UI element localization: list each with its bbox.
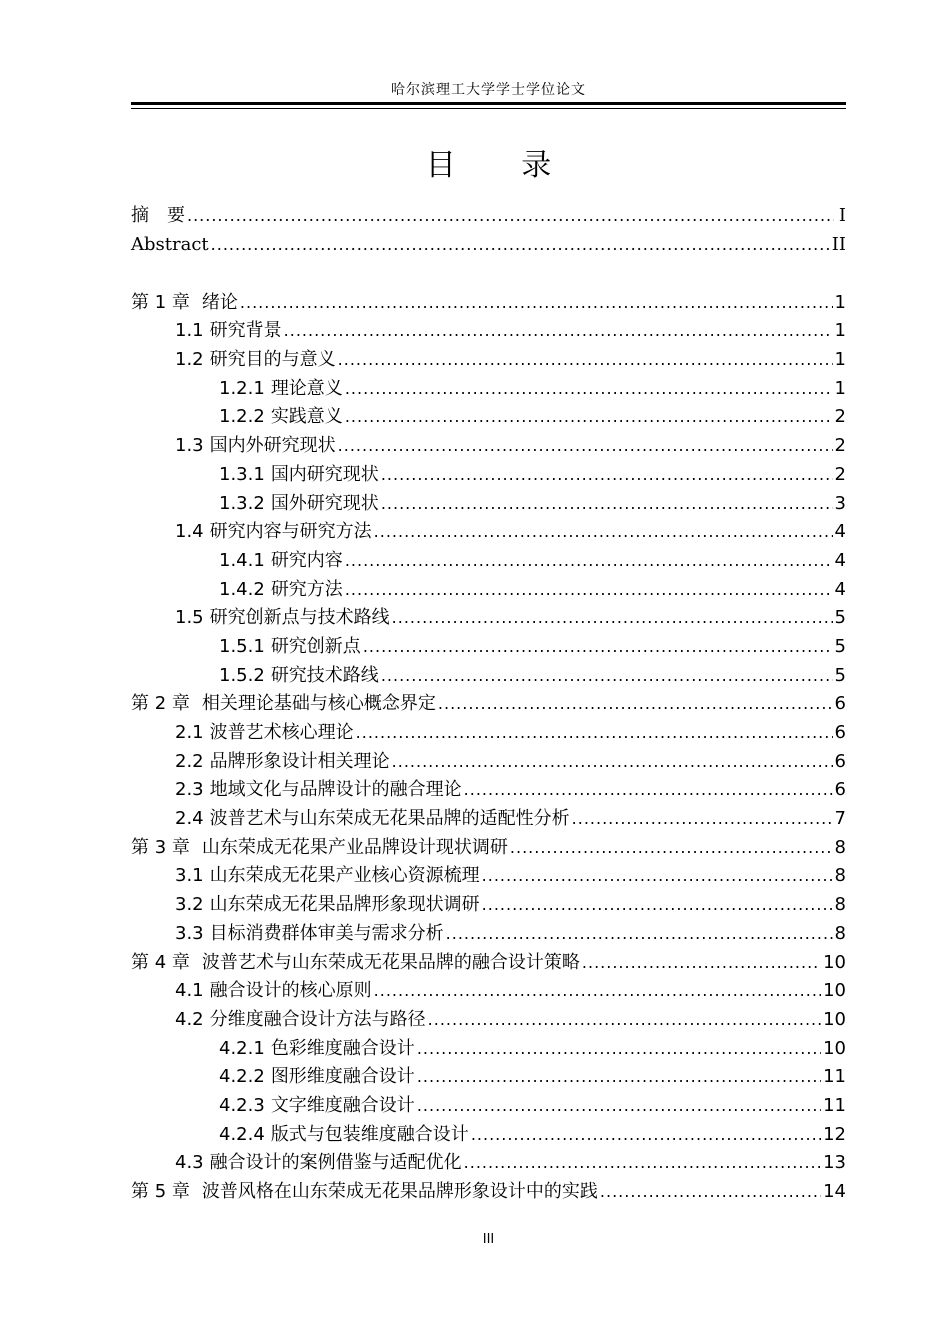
toc-subsection-entry[interactable] xyxy=(131,1063,846,1092)
toc-entry-text: 研究技术路线 xyxy=(270,664,379,686)
toc-entry-number: 1.2 xyxy=(175,349,204,371)
toc-page-number: 11 xyxy=(823,1094,846,1116)
toc-chapter-entry[interactable] xyxy=(131,834,846,863)
toc-dot-leader xyxy=(381,461,833,490)
toc-page-number: 14 xyxy=(823,1181,846,1202)
toc-page-number: 4 xyxy=(834,578,846,600)
toc-dot-leader xyxy=(381,490,833,519)
toc-section-entry[interactable] xyxy=(131,805,846,834)
toc-dot-leader xyxy=(345,547,833,576)
toc-entry-number: 4.2.4 xyxy=(219,1123,265,1145)
toc-page-number: 4 xyxy=(834,549,846,571)
toc-entry-text: 相关理论基础与核心概念界定 xyxy=(201,693,436,715)
toc-entry-number: 2.3 xyxy=(175,779,204,801)
toc-entry-text: 波普艺术与山东荣成无花果品牌的融合设计策略 xyxy=(201,951,580,973)
toc-subsection-entry[interactable] xyxy=(131,490,846,519)
header-rule-thin xyxy=(131,108,846,109)
toc-section-entry[interactable] xyxy=(131,776,846,805)
toc-page-number: 3 xyxy=(834,492,846,514)
toc-entry-text: 波普风格在山东荣成无花果品牌形象设计中的实践 xyxy=(201,1181,598,1202)
toc-entry-text: 研究目的与意义 xyxy=(209,349,336,371)
toc-entry-number: 1.5.1 xyxy=(219,635,265,657)
toc-entry-number: 1.4 xyxy=(175,521,204,543)
toc-entry-number: 1.3.1 xyxy=(219,463,265,485)
toc-entry-number: 2.2 xyxy=(175,750,204,772)
toc-dot-leader xyxy=(464,1149,821,1178)
toc-page-number: 7 xyxy=(834,808,846,830)
toc-entry-text: 波普艺术与山东荣成无花果品牌的适配性分析 xyxy=(209,808,570,830)
toc-section-entry[interactable] xyxy=(131,317,846,346)
toc-entry-number: 2.4 xyxy=(175,808,204,830)
toc-chapter-entry[interactable] xyxy=(131,690,846,719)
toc-chapter-entry[interactable] xyxy=(131,949,846,978)
toc-entry-number: 4.2.3 xyxy=(219,1094,265,1116)
toc-entry-text: 目标消费群体审美与需求分析 xyxy=(209,922,444,944)
toc-dot-leader xyxy=(482,891,833,920)
toc-page-number: 10 xyxy=(823,1037,846,1059)
toc-page-number: 6 xyxy=(834,779,846,801)
toc-entry-text: 绪论 xyxy=(201,291,238,313)
toc-entry-abstract-en[interactable] xyxy=(131,231,846,260)
toc-entry-text: 山东荣成无花果产业品牌设计现状调研 xyxy=(201,836,508,858)
toc-dot-leader xyxy=(374,977,821,1006)
toc-page-number: 6 xyxy=(834,750,846,772)
toc-dot-leader xyxy=(600,1178,821,1207)
toc-page-number: 10 xyxy=(823,1008,846,1030)
toc-dot-leader xyxy=(417,1035,821,1064)
toc-section-entry[interactable] xyxy=(131,1149,846,1178)
toc-entry-text: 文字维度融合设计 xyxy=(270,1094,415,1116)
toc-entry-text: 研究方法 xyxy=(270,578,343,600)
toc-entry-number: 1.2.2 xyxy=(219,406,265,428)
toc-entry-number: 3.2 xyxy=(175,894,204,916)
toc-entry-text: 分维度融合设计方法与路径 xyxy=(209,1008,426,1030)
toc-dot-leader xyxy=(392,604,833,633)
toc-page-number: II xyxy=(831,233,846,255)
toc-dot-leader xyxy=(284,317,833,346)
toc-entry-number: 第 5 章 xyxy=(131,1181,190,1202)
toc-dot-leader xyxy=(345,576,833,605)
toc-section-entry[interactable] xyxy=(131,891,846,920)
toc-entry-number: 1.1 xyxy=(175,320,204,342)
table-of-contents xyxy=(131,202,846,1207)
toc-section-entry[interactable] xyxy=(131,1006,846,1035)
toc-entry-text: 研究内容 xyxy=(270,549,343,571)
toc-entry-text: 融合设计的案例借鉴与适配优化 xyxy=(209,1152,462,1174)
toc-entry-text: 图形维度融合设计 xyxy=(270,1066,415,1088)
toc-dot-leader xyxy=(363,633,833,662)
running-header: 哈尔滨理工大学学士学位论文 xyxy=(391,82,586,98)
toc-dot-leader xyxy=(582,949,821,978)
toc-subsection-entry[interactable] xyxy=(131,547,846,576)
toc-page-number: 8 xyxy=(834,865,846,887)
toc-entry-text: 版式与包装维度融合设计 xyxy=(270,1123,469,1145)
toc-page-number: 5 xyxy=(834,664,846,686)
toc-page-number: 12 xyxy=(823,1123,846,1145)
toc-page-number: 2 xyxy=(834,435,846,457)
toc-dot-leader xyxy=(471,1121,821,1150)
toc-entry-number: 3.3 xyxy=(175,922,204,944)
toc-dot-leader xyxy=(482,862,833,891)
toc-page-number: 10 xyxy=(823,951,846,973)
toc-dot-leader xyxy=(446,920,833,949)
toc-page-number: 1 xyxy=(834,320,846,342)
header-rule-thick xyxy=(131,102,846,105)
toc-entry-abstract-cn[interactable] xyxy=(131,202,846,231)
toc-dot-leader xyxy=(374,518,833,547)
toc-subsection-entry[interactable] xyxy=(131,633,846,662)
toc-page-number: I xyxy=(838,205,846,226)
toc-entry-text: 理论意义 xyxy=(270,377,343,399)
toc-dot-leader xyxy=(345,403,833,432)
toc-entry-number: 1.4.2 xyxy=(219,578,265,600)
toc-dot-leader xyxy=(417,1092,821,1121)
toc-entry-text: 波普艺术核心理论 xyxy=(209,722,354,743)
toc-section-entry[interactable] xyxy=(131,862,846,891)
toc-entry-number: 第 2 章 xyxy=(131,693,190,715)
toc-entry-number: 2.1 xyxy=(175,722,204,743)
toc-entry-text: 国内研究现状 xyxy=(270,463,379,485)
toc-entry-number: 第 1 章 xyxy=(131,291,190,313)
toc-chapter-list xyxy=(131,259,846,1206)
toc-entry-number: 4.3 xyxy=(175,1152,204,1174)
toc-subsection-entry[interactable] xyxy=(131,1121,846,1150)
toc-chapter-entry[interactable] xyxy=(131,259,846,317)
toc-entry-number: 4.2.1 xyxy=(219,1037,265,1059)
toc-entry-number: 第 3 章 xyxy=(131,836,190,858)
toc-entry-text: 国内外研究现状 xyxy=(209,435,336,457)
toc-dot-leader xyxy=(392,748,833,777)
toc-entry-text: 山东荣成无花果品牌形象现状调研 xyxy=(209,894,480,916)
toc-entry-text: 国外研究现状 xyxy=(270,492,379,514)
toc-entry-number: 1.5.2 xyxy=(219,664,265,686)
toc-page-number: 1 xyxy=(834,377,846,399)
toc-entry-number: 1.2.1 xyxy=(219,377,265,399)
toc-subsection-entry[interactable] xyxy=(131,403,846,432)
toc-entry-number: 1.3 xyxy=(175,435,204,457)
toc-page-number: 6 xyxy=(834,722,846,743)
toc-entry-text: 色彩维度融合设计 xyxy=(270,1037,415,1059)
toc-entry-number: 1.3.2 xyxy=(219,492,265,514)
toc-page-number: 8 xyxy=(834,894,846,916)
toc-entry-number: 3.1 xyxy=(175,865,204,887)
toc-page-number: 8 xyxy=(834,836,846,858)
toc-subsection-entry[interactable] xyxy=(131,1092,846,1121)
toc-entry-text: 实践意义 xyxy=(270,406,343,428)
toc-entry-number: 第 4 章 xyxy=(131,951,190,973)
toc-dot-leader xyxy=(356,719,833,748)
toc-dot-leader xyxy=(211,231,830,260)
toc-section-entry[interactable] xyxy=(131,346,846,375)
toc-entry-text: 山东荣成无花果产业核心资源梳理 xyxy=(209,865,480,887)
toc-entry-text: 品牌形象设计相关理论 xyxy=(209,750,390,772)
toc-entry-number: 4.2 xyxy=(175,1008,204,1030)
toc-section-entry[interactable] xyxy=(131,977,846,1006)
toc-dot-leader xyxy=(428,1006,821,1035)
toc-page-number: 10 xyxy=(823,980,846,1002)
toc-page-number: 6 xyxy=(834,693,846,715)
toc-page-number: 1 xyxy=(834,291,846,313)
toc-section-entry[interactable] xyxy=(131,719,846,748)
toc-title: 目 录 xyxy=(425,148,580,183)
toc-page-number: 13 xyxy=(823,1152,846,1174)
toc-section-entry[interactable] xyxy=(131,432,846,461)
toc-subsection-entry[interactable] xyxy=(131,1035,846,1064)
toc-dot-leader xyxy=(338,346,833,375)
toc-entry-number: 1.5 xyxy=(175,607,204,629)
toc-section-entry[interactable] xyxy=(131,748,846,777)
toc-page-number: 5 xyxy=(834,607,846,629)
toc-dot-leader xyxy=(240,289,833,318)
toc-page-number: 11 xyxy=(823,1066,846,1088)
toc-section-entry[interactable] xyxy=(131,920,846,949)
toc-entry-text: 地域文化与品牌设计的融合理论 xyxy=(209,779,462,801)
toc-chapter-entry[interactable] xyxy=(131,1178,846,1207)
toc-entry-text: 融合设计的核心原则 xyxy=(209,980,372,1002)
toc-entry-text: 研究内容与研究方法 xyxy=(209,521,372,543)
toc-subsection-entry[interactable] xyxy=(131,576,846,605)
toc-dot-leader xyxy=(438,690,833,719)
toc-entry-number: 4.1 xyxy=(175,980,204,1002)
toc-entry-text: 研究背景 xyxy=(209,320,282,342)
toc-section-entry[interactable] xyxy=(131,518,846,547)
toc-subsection-entry[interactable] xyxy=(131,375,846,404)
toc-page-number: 8 xyxy=(834,922,846,944)
toc-page-number: 4 xyxy=(834,521,846,543)
toc-dot-leader xyxy=(381,662,833,691)
toc-page-number: 2 xyxy=(834,406,846,428)
toc-dot-leader xyxy=(338,432,833,461)
toc-dot-leader xyxy=(187,202,834,231)
toc-page-number: 2 xyxy=(834,463,846,485)
toc-dot-leader xyxy=(510,834,833,863)
toc-entry-number: 4.2.2 xyxy=(219,1066,265,1088)
page-number-footer: III xyxy=(482,1232,495,1247)
toc-subsection-entry[interactable] xyxy=(131,461,846,490)
toc-entry-text: Abstract xyxy=(131,233,209,255)
toc-subsection-entry[interactable] xyxy=(131,662,846,691)
toc-dot-leader xyxy=(417,1063,821,1092)
toc-dot-leader xyxy=(345,375,833,404)
toc-entry-text: 研究创新点与技术路线 xyxy=(209,607,390,629)
toc-dot-leader xyxy=(464,776,833,805)
toc-page-number: 1 xyxy=(834,349,846,371)
toc-page-number: 5 xyxy=(834,635,846,657)
toc-entry-text: 摘 要 xyxy=(131,205,185,226)
toc-dot-leader xyxy=(572,805,833,834)
toc-section-entry[interactable] xyxy=(131,604,846,633)
toc-entry-number: 1.4.1 xyxy=(219,549,265,571)
toc-entry-text: 研究创新点 xyxy=(270,635,361,657)
